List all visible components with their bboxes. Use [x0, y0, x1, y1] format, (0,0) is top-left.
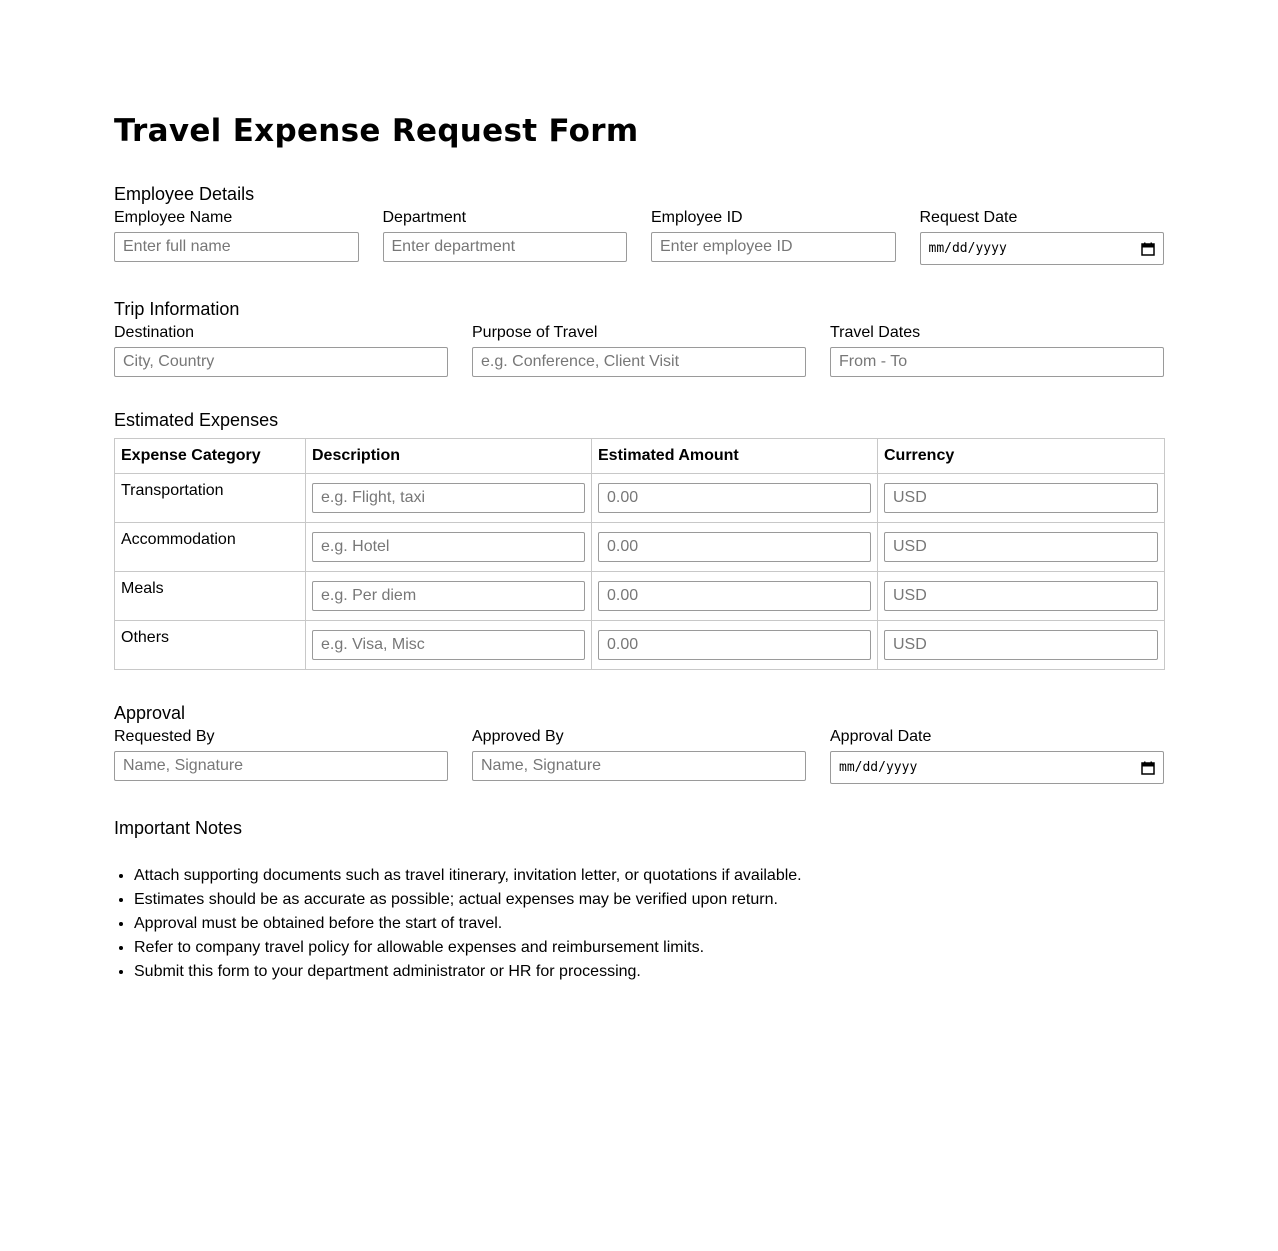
currency-cell	[878, 572, 1165, 621]
request-date-value: mm/dd/yyyy	[928, 241, 1007, 256]
expense-category-cell: Transportation	[115, 474, 306, 523]
travel-dates-input[interactable]	[830, 347, 1164, 377]
amount-input[interactable]	[598, 532, 871, 562]
currency-cell	[878, 621, 1165, 670]
employee-name-label: Employee Name	[114, 209, 233, 226]
description-input[interactable]	[312, 532, 585, 562]
approval-date-input[interactable]	[830, 751, 1164, 784]
employee-id-label: Employee ID	[651, 209, 743, 226]
section-heading: Employee Details	[114, 184, 255, 204]
notes-list	[114, 864, 1164, 984]
trip-information-row	[114, 324, 1164, 377]
expenses-table	[114, 438, 1165, 670]
list-item: • Estimates should be as accurate as possible; actual expenses may be verified upon return.	[134, 888, 1164, 912]
currency-input[interactable]	[884, 630, 1158, 660]
column-header-description: Description	[306, 439, 592, 474]
approval-date-label: Approval Date	[830, 728, 932, 745]
amount-cell	[592, 621, 878, 670]
description-cell	[306, 572, 592, 621]
employee-details-row	[114, 209, 1164, 265]
destination-field-group	[114, 324, 448, 377]
currency-cell	[878, 523, 1165, 572]
list-item: • Submit this form to your department administrator or HR for processing.	[134, 960, 1164, 984]
description-input[interactable]	[312, 630, 585, 660]
employee-name-input[interactable]	[114, 232, 359, 262]
description-cell	[306, 523, 592, 572]
section-heading: Estimated Expenses	[114, 410, 279, 430]
section-heading: Approval	[114, 703, 186, 723]
approval-date-field-group	[830, 728, 1164, 784]
list-item: • Approval must be obtained before the start of travel.	[134, 912, 1164, 936]
destination-label: Destination	[114, 324, 195, 341]
approval-section	[114, 702, 1164, 784]
description-cell	[306, 474, 592, 523]
list-item: • Refer to company travel policy for allowable expenses and reimbursement limits.	[134, 936, 1164, 960]
amount-cell	[592, 572, 878, 621]
table-row	[115, 621, 1165, 670]
expense-category-cell: Meals	[115, 572, 306, 621]
estimated-expenses-section	[114, 409, 1164, 670]
trip-information-section	[114, 298, 1164, 377]
requested-by-input[interactable]	[114, 751, 448, 781]
employee-id-field-group	[651, 209, 896, 265]
approved-by-label: Approved By	[472, 728, 564, 745]
amount-input[interactable]	[598, 483, 871, 513]
page-title: Travel Expense Request Form	[114, 113, 639, 149]
request-date-label: Request Date	[919, 209, 1018, 226]
employee-id-input[interactable]	[651, 232, 896, 262]
amount-input[interactable]	[598, 630, 871, 660]
table-row	[115, 523, 1165, 572]
travel-dates-label: Travel Dates	[830, 324, 921, 341]
purpose-input[interactable]	[472, 347, 806, 377]
column-header-currency: Currency	[878, 439, 1165, 474]
department-input[interactable]	[383, 232, 628, 262]
table-row	[115, 474, 1165, 523]
calendar-icon[interactable]	[1141, 761, 1155, 775]
important-notes-section	[114, 817, 1164, 984]
purpose-field-group	[472, 324, 806, 377]
calendar-icon[interactable]	[1141, 242, 1155, 256]
requested-by-label: Requested By	[114, 728, 215, 745]
requested-by-field-group	[114, 728, 448, 784]
column-header-expense-category: Expense Category	[115, 439, 306, 474]
amount-cell	[592, 523, 878, 572]
currency-input[interactable]	[884, 581, 1158, 611]
section-heading: Important Notes	[114, 818, 243, 838]
list-item: • Attach supporting documents such as travel itinerary, invitation letter, or quotations if available.	[134, 864, 1164, 888]
employee-details-section	[114, 183, 1164, 265]
department-field-group	[383, 209, 628, 265]
column-header-estimated-amount: Estimated Amount	[592, 439, 878, 474]
currency-input[interactable]	[884, 532, 1158, 562]
approval-date-value: mm/dd/yyyy	[839, 760, 918, 775]
travel-dates-field-group	[830, 324, 1164, 377]
employee-name-field-group	[114, 209, 359, 265]
currency-cell	[878, 474, 1165, 523]
destination-input[interactable]	[114, 347, 448, 377]
purpose-label: Purpose of Travel	[472, 324, 598, 341]
approved-by-field-group	[472, 728, 806, 784]
expense-category-cell: Others	[115, 621, 306, 670]
expense-category-cell: Accommodation	[115, 523, 306, 572]
section-heading: Trip Information	[114, 299, 240, 319]
department-label: Department	[382, 209, 467, 226]
description-input[interactable]	[312, 581, 585, 611]
approval-row	[114, 728, 1164, 784]
description-cell	[306, 621, 592, 670]
description-input[interactable]	[312, 483, 585, 513]
approved-by-input[interactable]	[472, 751, 806, 781]
amount-cell	[592, 474, 878, 523]
request-date-input[interactable]	[920, 232, 1165, 265]
table-header-row	[115, 439, 1165, 474]
currency-input[interactable]	[884, 483, 1158, 513]
request-date-field-group	[920, 209, 1165, 265]
table-row	[115, 572, 1165, 621]
amount-input[interactable]	[598, 581, 871, 611]
